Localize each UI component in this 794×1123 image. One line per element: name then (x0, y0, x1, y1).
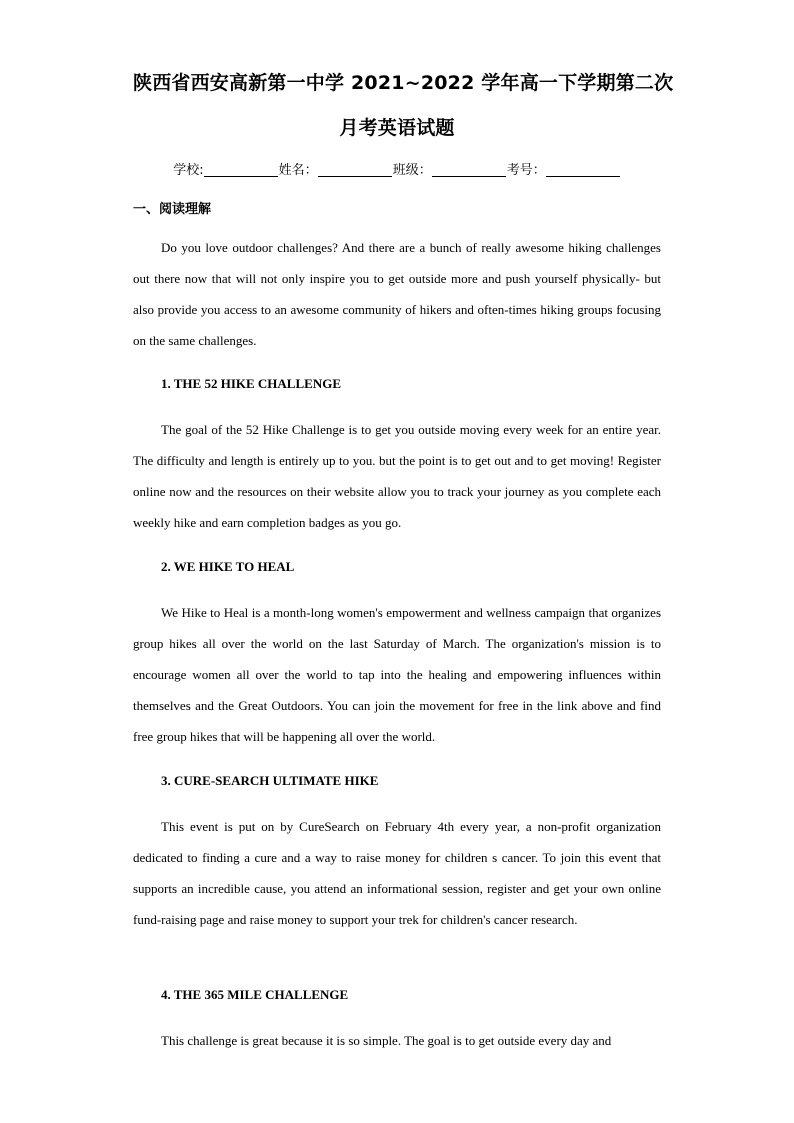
exam-number-label: 考号： (506, 163, 546, 178)
school-label: 学校: (173, 163, 204, 178)
item-4-heading: 4. THE 365 MILE CHALLENGE (161, 987, 349, 1002)
item-3-heading: 3. CURE-SEARCH ULTIMATE HIKE (161, 773, 379, 788)
item-3-paragraph: This event is put on by CureSearch on February 4th every year, a non-profit organization dedicated to finding a cure and a way to raise money for children s cancer. To join this event that supports an incredible cause, you attend an informational session, register and get your own online fund-raising page and raise money to support your trek for children's cancer research. (133, 819, 661, 927)
section-heading-reading: 一、阅读理解 (133, 202, 212, 217)
intro-paragraph: Do you love outdoor challenges? And there are a bunch of really awesome hiking challenges out there now that will not only inspire you to get outside more and push yourself physically- but also provide you access to an awesome community of hikers and often-times hiking groups focusing on the same challenges. (133, 240, 661, 348)
document-title-line1: 陕西省西安高新第一中学 2021~2022 学年高一下学期第二次 (133, 72, 674, 94)
item-1-paragraph: The goal of the 52 Hike Challenge is to get you outside moving every week for an entire year. The difficulty and length is entirely up to you. but the point is to get out and to get moving! Register online now and the resources on their website allow you to track your journey as you complete each weekly hike and earn completion badges as you go. (133, 422, 661, 530)
name-label: 姓名： (278, 163, 318, 178)
item-2-heading: 2. WE HIKE TO HEAL (161, 559, 295, 574)
exam-number-blank (546, 162, 620, 177)
item-2-paragraph: We Hike to Heal is a month-long women's empowerment and wellness campaign that organizes group hikes all over the world on the last Saturday of March. The organization's mission is to encourage women all over the world to tap into the healing and empowering influences within themselves and the Great Outdoors. You can join the movement for free in the link above and find free group hikes that will be happening all over the world. (133, 605, 661, 744)
school-blank (204, 162, 278, 177)
class-label: 班级： (392, 163, 432, 178)
item-4-paragraph: This challenge is great because it is so simple. The goal is to get outside every day and (161, 1033, 612, 1048)
document-title-line2: 月考英语试题 (339, 117, 455, 139)
name-blank (318, 162, 392, 177)
class-blank (432, 162, 506, 177)
student-info-line (133, 159, 661, 178)
item-1-heading: 1. THE 52 HIKE CHALLENGE (161, 376, 341, 391)
